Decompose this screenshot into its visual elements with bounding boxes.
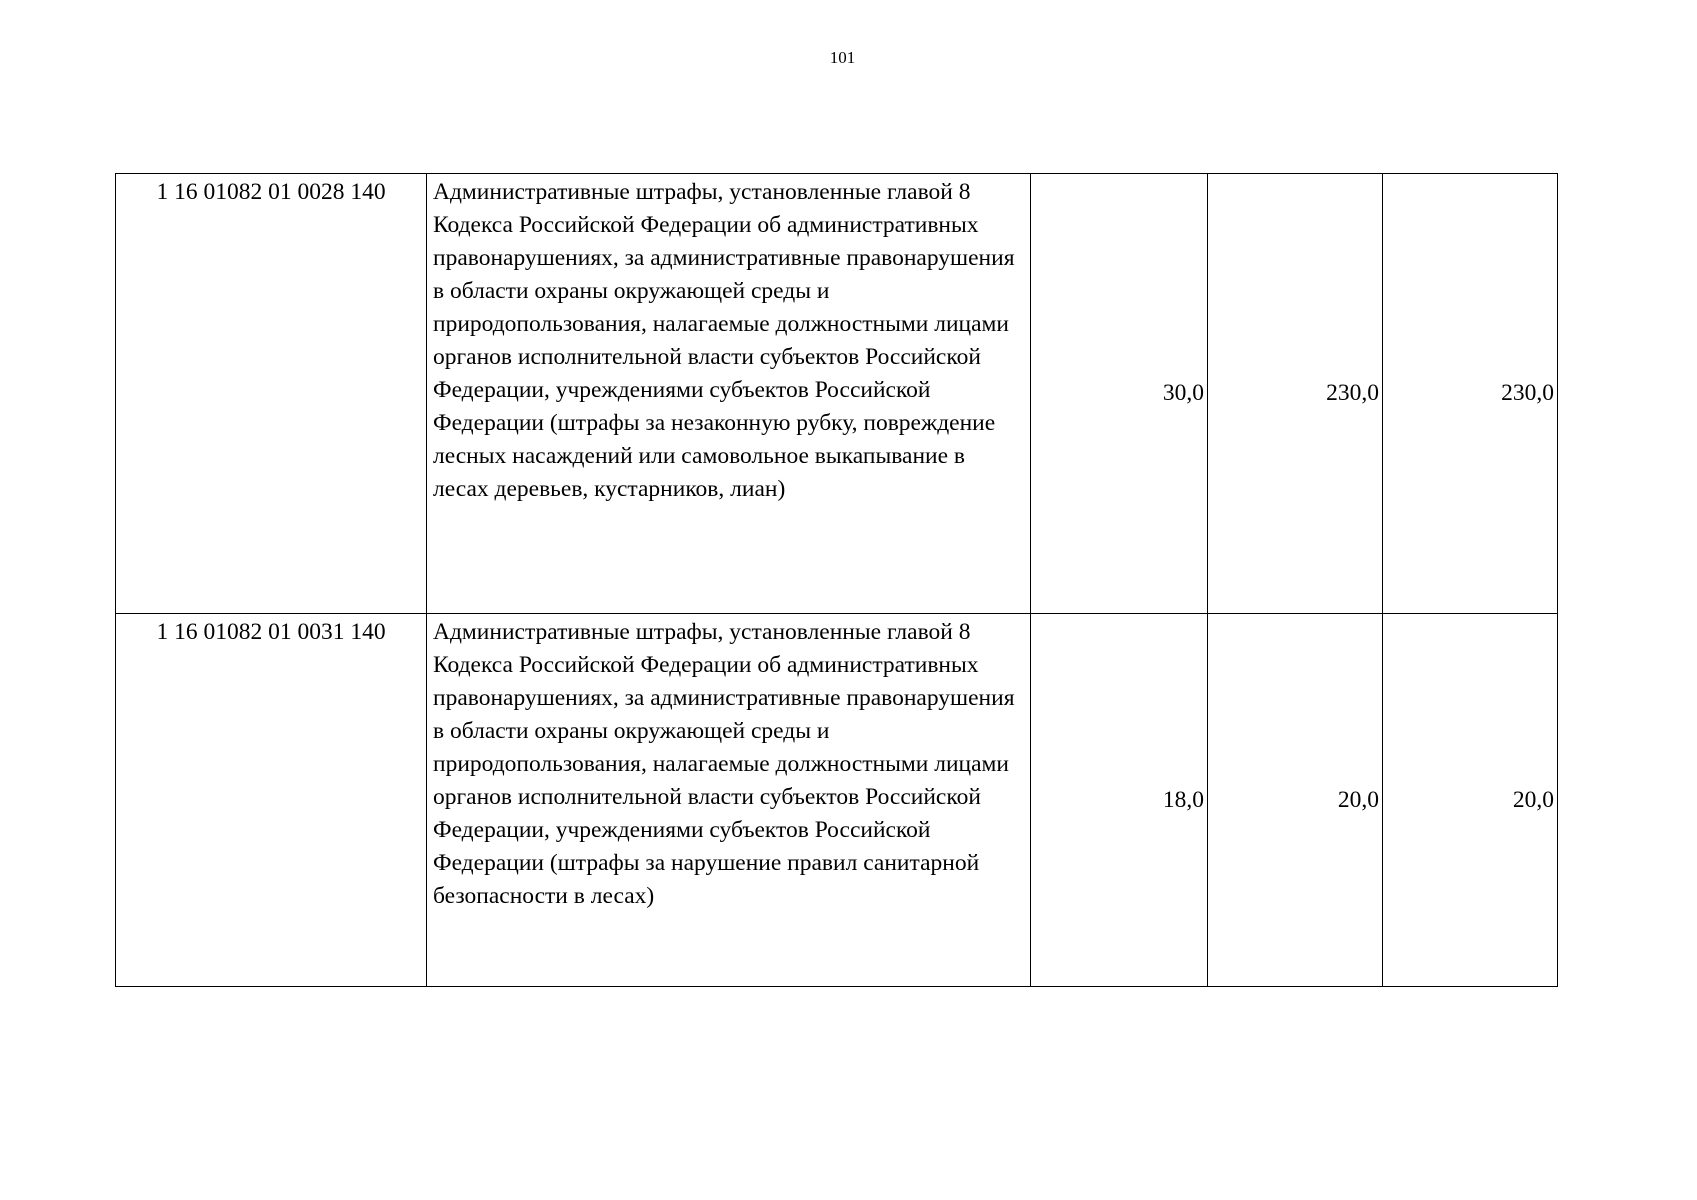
value-cell-3: 20,0 [1383, 614, 1558, 987]
page-number: 101 [829, 48, 856, 67]
value-cell-1: 30,0 [1031, 174, 1208, 614]
value-cell-2: 20,0 [1208, 614, 1383, 987]
value-cell-2: 230,0 [1208, 174, 1383, 614]
budget-code-cell: 1 16 01082 01 0028 140 [116, 174, 427, 614]
table-row [116, 614, 1558, 987]
revenue-table [115, 173, 1558, 987]
value-cell-3: 230,0 [1383, 174, 1558, 614]
description-cell: Административные штрафы, установленные главой 8 Кодекса Российской Федерации об административных правонарушениях, за административные правонарушения в области охраны окружающей среды и природопользования, налагаемые должностными лицами органов исполнительной власти субъектов Российской Федерации, учреждениями субъектов Российской Федерации (штрафы за незаконную рубку, повреждение лесных насаждений или самовольное выкапывание в лесах деревьев, кустарников, лиан) [427, 174, 1031, 614]
budget-code-cell: 1 16 01082 01 0031 140 [116, 614, 427, 987]
description-cell: Административные штрафы, установленные главой 8 Кодекса Российской Федерации об административных правонарушениях, за административные правонарушения в области охраны окружающей среды и природопользования, налагаемые должностными лицами органов исполнительной власти субъектов Российской Федерации, учреждениями субъектов Российской Федерации (штрафы за нарушение правил санитарной безопасности в лесах) [427, 614, 1031, 987]
table-row [116, 174, 1558, 614]
value-cell-1: 18,0 [1031, 614, 1208, 987]
